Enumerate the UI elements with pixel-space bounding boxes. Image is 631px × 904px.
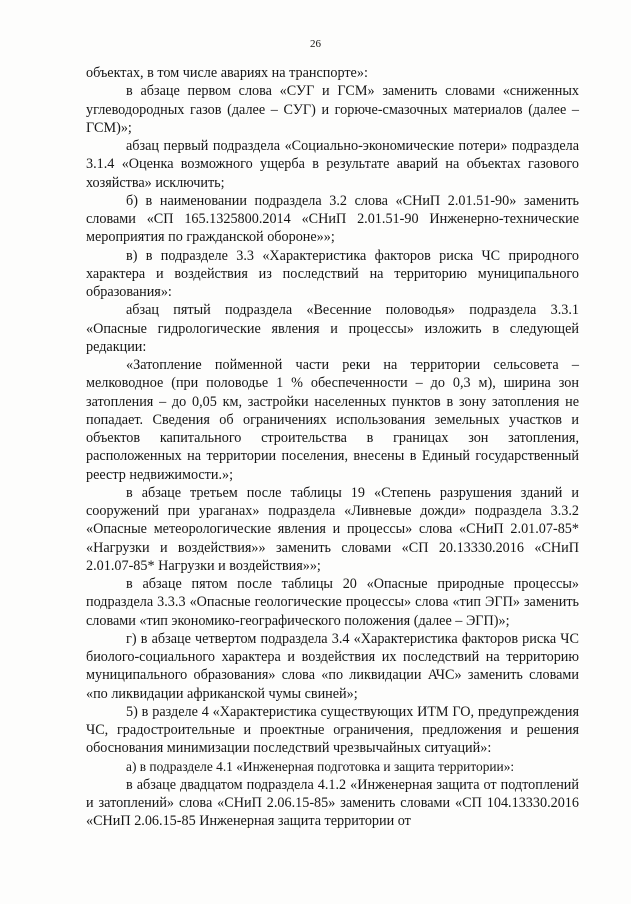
document-body <box>86 64 579 831</box>
paragraph-10: г) в абзаце четвертом подраздела 3.4 «Характеристика факторов риска ЧС биолого-социального характера и воздействия их последствий на территорию муниципального образования» слова «по ликвидации АЧС» заменить словами «по ликвидации африканской чумы свиней»; <box>86 630 579 702</box>
paragraph-4: б) в наименовании подраздела 3.2 слова «СНиП 2.01.51-90» заменить словами «СП 165.1325800.2014 «СНиП 2.01.51-90 Инженерно-технические мероприятия по гражданской обороне»»; <box>86 192 579 246</box>
paragraph-6: абзац пятый подраздела «Весенние половодья» подраздела 3.3.1 «Опасные гидрологические явления и процессы» изложить в следующей редакции: <box>86 302 579 355</box>
paragraph-7: «Затопление пойменной части реки на территории сельсовета – мелководное (при половодье 1 % обеспеченности – до 0,3 м), ширина зон затопления – до 0,05 км, застройки населенных пунктов в зону затопления не попадает. Сведения об ограничениях использования земельных участков и объектов капитального строительства в границах зон затопления, расположенных на территории поселения, внесены в Единый государственный реестр недвижимости.»; <box>86 357 579 483</box>
paragraph-8: в абзаце третьем после таблицы 19 «Степень разрушения зданий и сооружений при ураганах» подраздела «Ливневые дожди» подраздела 3.3.2 «Опасные метеорологические явления и процессы» слова «СНиП 2.01.07-85* «Нагрузки и воздействия»» заменить словами «СП 20.13330.2016 «СНиП 2.01.07-85* Нагрузки и воздействия»»; <box>86 484 579 574</box>
paragraph-9: в абзаце пятом после таблицы 20 «Опасные природные процессы» подраздела 3.3.3 «Опасные геологические процессы» слова «тип ЭГП» заменить словами «тип экономико-географического положения (далее – ЭГП)»; <box>86 576 579 629</box>
paragraph-13: в абзаце двадцатом подраздела 4.1.2 «Инженерная защита от подтоплений и затоплений» слова «СНиП 2.06.15-85» заменить словами «СП 104.13330.2016 «СНиП 2.06.15-85 Инженерная защита территории от <box>86 776 579 830</box>
paragraph-3: абзац первый подраздела «Социально-экономические потери» подраздела 3.1.4 «Оценка возможного ущерба в результате аварий на объектах газового хозяйства» исключить; <box>86 138 579 191</box>
paragraph-1: объектах, в том числе авариях на транспорте»: <box>86 65 368 81</box>
page-number: 26 <box>310 38 321 50</box>
paragraph-11: 5) в разделе 4 «Характеристика существующих ИТМ ГО, предупреждения ЧС, градостроительные и проектные ограничения, предложения и решения обоснования минимизации последствий чрезвычайных ситуаций»: <box>86 703 579 757</box>
paragraph-12: а) в подразделе 4.1 «Инженерная подготовка и защита территории»: <box>126 758 515 774</box>
paragraph-5: в) в подразделе 3.3 «Характеристика факторов риска ЧС природного характера и воздействия из последствий на территорию муниципального образования»: <box>86 247 579 300</box>
paragraph-2: в абзаце первом слова «СУГ и ГСМ» заменить словами «сниженных углеводородных газов (далее – СУГ) и горюче-смазочных материалов (далее – ГСМ)»; <box>86 83 579 136</box>
